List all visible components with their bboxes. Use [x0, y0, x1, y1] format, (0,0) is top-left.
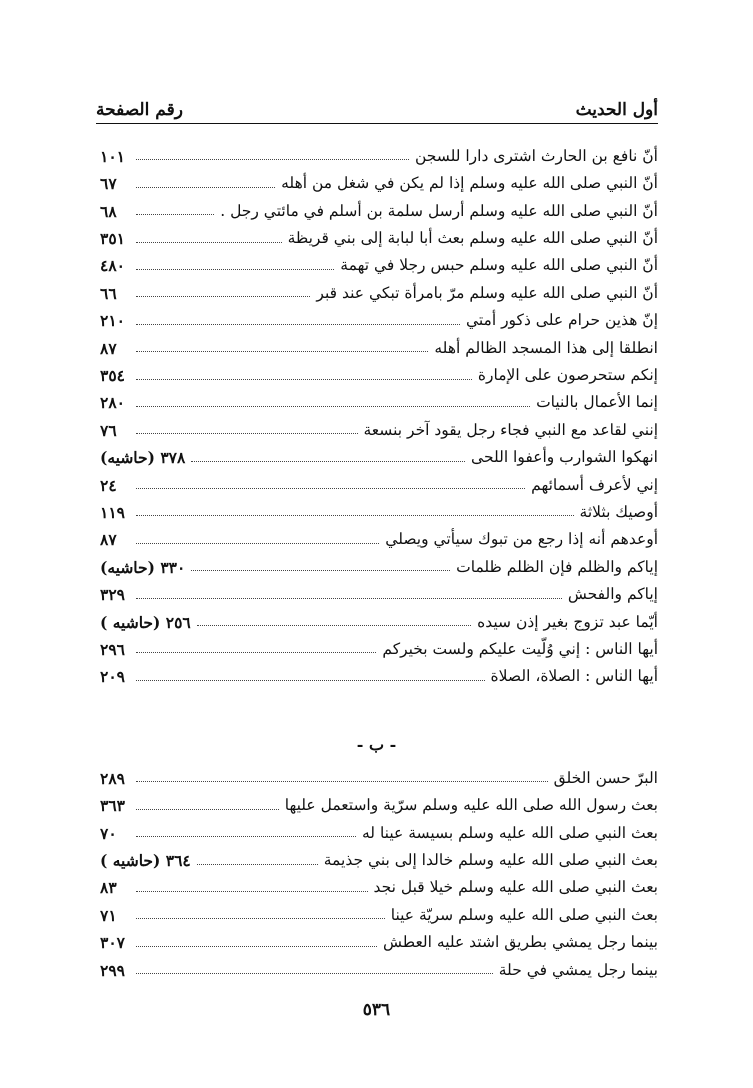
entry-text: أوعدهم أنه إذا رجع من تبوك سيأتي ويصلي	[385, 530, 658, 549]
entry-text: بعث النبي صلى الله عليه وسلم خيلا قبل نجد	[373, 878, 658, 897]
index-entry	[100, 195, 658, 222]
entry-page-number: ٢٨٠	[100, 393, 125, 413]
dot-leader	[136, 187, 275, 188]
entry-text: بعث النبي صلى الله عليه وسلم سريّة عينا	[390, 905, 658, 924]
entry-text: أنّ النبي صلى الله عليه وسلم بعث أبا لبابة إلى بني قريظة	[287, 229, 658, 248]
dot-leader	[136, 946, 377, 947]
index-entry	[100, 304, 658, 331]
entry-page-number: ٢٥٦ (حاشيه )	[100, 612, 191, 632]
dot-leader	[136, 598, 562, 599]
dot-leader	[136, 891, 368, 892]
entry-page-number: ٦٦	[100, 283, 117, 303]
entry-text: البرّ حسن الخلق	[553, 768, 658, 787]
header-first-hadith-label: أول الحديث	[575, 100, 658, 120]
dot-leader	[136, 379, 472, 380]
dot-leader	[136, 488, 525, 489]
dot-leader	[136, 242, 282, 243]
entry-page-number: ٢٩٩	[100, 960, 125, 980]
entry-page-number: ٢٩٦	[100, 639, 125, 659]
dot-leader	[136, 214, 214, 215]
index-entry	[100, 789, 658, 816]
entry-page-number: ٢٨٩	[100, 768, 125, 788]
header-page-number-label: رقم الصفحة	[96, 100, 183, 120]
entry-page-number: ٢٠٩	[100, 667, 125, 687]
entry-page-number: ٣٦٣	[100, 796, 125, 816]
dot-leader	[136, 680, 485, 681]
entry-text: أنّ النبي صلى الله عليه وسلم أرسل سلمة بن أسلم في مائتي رجل .	[220, 201, 658, 220]
entry-page-number: ٨٧	[100, 530, 117, 550]
entry-page-number: ٨٣	[100, 878, 117, 898]
dot-leader	[136, 543, 379, 544]
entry-page-number: ٢١٠	[100, 311, 125, 331]
entry-page-number: ٧٠	[100, 823, 117, 843]
dot-leader	[136, 781, 548, 782]
dot-leader	[136, 515, 574, 516]
entry-page-number: ٣٠٧	[100, 933, 125, 953]
entry-text: إنكم ستحرصون على الإمارة	[477, 366, 658, 385]
entry-page-number: ٦٨	[100, 201, 117, 221]
entry-page-number: ٧٦	[100, 420, 117, 440]
index-entry	[100, 222, 658, 249]
page-header	[96, 86, 658, 124]
dot-leader	[136, 836, 356, 837]
index-entry	[100, 660, 658, 687]
entry-text: انطلقا إلى هذا المسجد الظالم أهله	[434, 338, 658, 357]
index-entry	[100, 817, 658, 844]
dot-leader	[136, 296, 310, 297]
entry-page-number: ٣٥١	[100, 229, 125, 249]
dot-leader	[136, 159, 409, 160]
entry-text: أيّما عبد تزوج بغير إذن سيده	[477, 612, 658, 631]
dot-leader	[136, 351, 428, 352]
dot-leader	[136, 918, 385, 919]
index-entry	[100, 414, 658, 441]
entry-page-number: ٣٢٩	[100, 585, 125, 605]
entry-text: إنّ هذين حرام على ذكور أمتي	[465, 311, 658, 330]
index-entry	[100, 469, 658, 496]
index-entry	[100, 606, 658, 633]
entry-page-number: ٣٦٤ (حاشيه )	[100, 851, 191, 871]
dot-leader	[136, 809, 279, 810]
index-entry	[100, 954, 658, 981]
dot-leader	[136, 973, 493, 974]
entry-page-number: ٦٧	[100, 174, 117, 194]
entry-text: إنني لقاعد مع النبي فجاء رجل يقود آخر بنسعة	[363, 420, 658, 439]
index-list-ba	[100, 762, 658, 981]
dot-leader	[136, 324, 460, 325]
dot-leader	[136, 652, 376, 653]
dot-leader	[197, 625, 471, 626]
dot-leader	[136, 269, 334, 270]
dot-leader	[136, 433, 358, 434]
index-entry	[100, 441, 658, 468]
header-rule	[96, 123, 658, 124]
entry-text: أنّ النبي صلى الله عليه وسلم إذا لم يكن في شغل من أهله	[281, 174, 658, 193]
index-entry	[100, 899, 658, 926]
entry-text: أيها الناس : الصلاة، الصلاة	[490, 667, 658, 686]
index-entry	[100, 926, 658, 953]
entry-text: انهكوا الشوارب وأعفوا اللحى	[471, 448, 658, 467]
entry-text: بعث النبي صلى الله عليه وسلم خالدا إلى بني جذيمة	[323, 851, 658, 870]
entry-page-number: ٤٨٠	[100, 256, 125, 276]
entry-page-number: ٣٧٨ (حاشيه)	[100, 448, 186, 468]
index-entry	[100, 277, 658, 304]
entry-text: بعث النبي صلى الله عليه وسلم بسيسة عينا له	[361, 823, 658, 842]
index-entry	[100, 633, 658, 660]
index-entry	[100, 250, 658, 277]
index-entry	[100, 167, 658, 194]
entry-text: بينما رجل يمشي في حلة	[498, 960, 658, 979]
section-heading-ba: - ب -	[356, 735, 397, 754]
entry-text: إنما الأعمال بالنيات	[536, 393, 658, 412]
index-entry	[100, 332, 658, 359]
entry-text: أنّ النبي صلى الله عليه وسلم مرّ بامرأة تبكي عند قبر	[316, 283, 658, 302]
index-entry	[100, 578, 658, 605]
entry-page-number: ٢٤	[100, 475, 117, 495]
entry-text: أوصيك بثلاثة	[579, 502, 658, 521]
dot-leader	[197, 864, 318, 865]
index-entry	[100, 872, 658, 899]
entry-page-number: ٣٣٠ (حاشيه)	[100, 557, 186, 577]
entry-page-number: ٨٧	[100, 338, 117, 358]
dot-leader	[191, 461, 465, 462]
entry-text: إياكم والفحش	[567, 585, 658, 604]
index-list-alif	[100, 140, 658, 688]
entry-text: بعث رسول الله صلى الله عليه وسلم سرّية واستعمل عليها	[284, 796, 658, 815]
index-entry	[100, 387, 658, 414]
entry-text: أيها الناس : إني وُلّيت عليكم ولست بخيركم	[382, 639, 658, 658]
entry-text: أنّ النبي صلى الله عليه وسلم حبس رجلا في تهمة	[340, 256, 658, 275]
index-entry	[100, 844, 658, 871]
entry-text: بينما رجل يمشي بطريق اشتد عليه العطش	[382, 933, 658, 952]
entry-text: أنّ نافع بن الحارث اشترى دارا للسجن	[414, 146, 658, 165]
index-entry	[100, 140, 658, 167]
dot-leader	[136, 406, 530, 407]
entry-page-number: ٧١	[100, 905, 117, 925]
entry-page-number: ١٠١	[100, 146, 125, 166]
index-entry	[100, 523, 658, 550]
entry-page-number: ٣٥٤	[100, 366, 125, 386]
entry-text: إياكم والظلم فإن الظلم ظلمات	[456, 557, 658, 576]
entry-text: إني لأعرف أسمائهم	[531, 475, 658, 494]
entry-page-number: ١١٩	[100, 502, 125, 522]
page-number: ٥٣٦	[362, 1000, 391, 1020]
index-entry	[100, 359, 658, 386]
index-entry	[100, 551, 658, 578]
index-entry	[100, 762, 658, 789]
index-entry	[100, 496, 658, 523]
dot-leader	[191, 570, 450, 571]
